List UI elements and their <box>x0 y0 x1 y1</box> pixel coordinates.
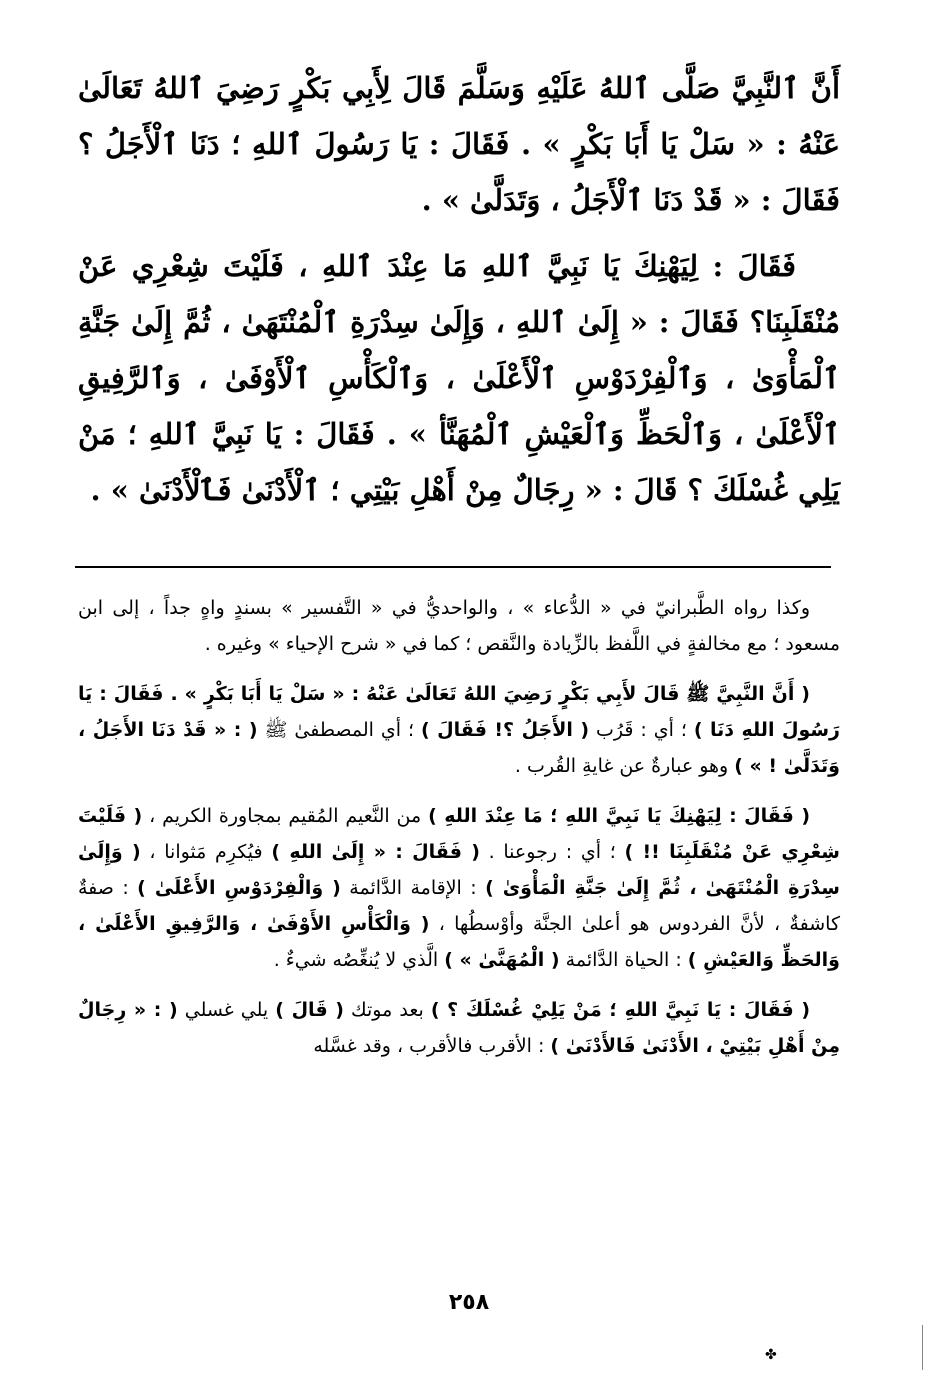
quoted-hadith-text: ( : « قَدْ دَنَا الأَجَلُ ، وَتَدَلَّىٰ ! » ) <box>78 719 840 777</box>
commentary-text: الَّذي لا يُنغِّصُه شيءٌ . <box>273 949 445 971</box>
commentary-text: : الحياة الدَّائمة <box>559 949 688 971</box>
commentary-text: فيُكرِم مَثوانا ، <box>140 841 272 863</box>
commentary-text: : صفةٌ كاشفةٌ ، لأنَّ الفردوس هو أعلىٰ الجنَّة وأوْسطُها ، <box>78 877 840 935</box>
quoted-hadith-text: ( الْمُهَنَّىٰ » ) <box>444 949 560 971</box>
commentary-paragraph-4 <box>78 992 840 1064</box>
quoted-hadith-text: ( : « رِجَالٌ مِنْ أَهْلِ بَيْتِيْ ، الأَدْنَىٰ فَالأَدْنَىٰ ) <box>78 999 840 1057</box>
commentary-paragraph-1: وكذا رواه الطَّبرانيّ في « الدُّعاء » ، والواحديُّ في « التَّفسير » بسندٍ واهٍ جداً ، إلى ابن مسعود ؛ مع مخالفةٍ في اللَّفظ بالزِّيادة والنَّقص ؛ كما في « شرح الإحياء » وغيره . <box>78 597 840 655</box>
commentary-text: : الإقامة الدَّائمة <box>340 877 486 899</box>
quoted-hadith-text: ( فَلَيْتَ شِعْرِي عَنْ مُنْقَلَبِنَا !! ) <box>78 805 840 863</box>
main-paragraph-1: أَنَّ ٱلنَّبِيَّ صَلَّى ٱللهُ عَلَيْهِ وَسَلَّمَ قَالَ لِأَبِي بَكْرٍ رَضِيَ ٱللهُ تَعَالَىٰ عَنْهُ : « سَلْ يَا أَبَا بَكْرٍ » . فَقَالَ : يَا رَسُولَ ٱللهِ ؛ دَنَا ٱلْأَجَلُ ؟ فَقَالَ : « قَدْ دَنَا ٱلْأَجَلُ ، وَتَدَلَّىٰ » . <box>78 71 840 217</box>
page-number: ٢٥٨ <box>448 1290 490 1315</box>
quoted-hadith-text: ( قَالَ ) <box>275 999 344 1021</box>
commentary-text: ؛ أي المصطفىٰ ﷺ <box>257 719 421 741</box>
commentary-paragraph-2 <box>78 676 840 784</box>
commentary-paragraph-3 <box>78 798 840 978</box>
quoted-hadith-text: ( وَالْفِرْدَوْسِ الأَعْلَىٰ ) <box>137 877 341 899</box>
quoted-hadith-text: ( فَقَالَ : « إِلَىٰ اللهِ ) <box>271 841 480 863</box>
footnote-separator <box>75 566 831 568</box>
quoted-hadith-text: ( أَنَّ النَّبِيَّ ﷺ قَالَ لأَبِي بَكْرٍ رَضِيَ اللهُ تَعَالَىٰ عَنْهُ : « سَلْ يَا أَبَا بَكْرٍ » . فَقَالَ : يَا رَسُولَ اللهِ دَنَا ) <box>78 683 840 741</box>
commentary-text: وهو عبارةٌ عن غايةِ القُرب . <box>514 755 735 777</box>
commentary-text: يلي غسلي <box>177 999 276 1021</box>
commentary-text: : الأقرب فالأقرب ، وقد غسَّله <box>313 1035 551 1057</box>
footer-mark: ✤ <box>765 1347 777 1363</box>
quoted-hadith-text: ( وَإِلَىٰ سِدْرَةِ الْمُنْتَهَىٰ ، ثُمَّ إِلَىٰ جَنَّةِ الْمَأْوَىٰ ) <box>78 841 840 899</box>
page-edge-line <box>922 1325 923 1370</box>
quoted-hadith-text: ( فَقَالَ : يَا نَبِيَّ اللهِ ؛ مَنْ يَلِيْ غُسْلَكَ ؟ ) <box>430 999 811 1021</box>
quoted-hadith-text: ( الأَجَلُ ؟! فَقَالَ ) <box>420 719 590 741</box>
quoted-hadith-text: ( وَالْكَأْسِ الأَوْفَىٰ ، وَالرَّفِيقِ الأَعْلَىٰ ، وَالحَظِّ وَالعَيْشِ ) <box>78 913 840 971</box>
commentary <box>78 590 840 1078</box>
commentary-text: ؛ أي : قَرُب <box>589 719 694 741</box>
main-text <box>78 60 840 518</box>
main-paragraph-2: فَقَالَ : لِيَهْنِكَ يَا نَبِيَّ ٱللهِ مَا عِنْدَ ٱللهِ ، فَلَيْتَ شِعْرِي عَنْ مُنْقَلَبِنَا؟ فَقَالَ : « إِلَىٰ ٱللهِ ، وَإِلَىٰ سِدْرَةِ ٱلْمُنْتَهَىٰ ، ثُمَّ إِلَىٰ جَنَّةِ ٱلْمَأْوَىٰ ، وَٱلْفِرْدَوْسِ ٱلْأَعْلَىٰ ، وَٱلْكَأْسِ ٱلْأَوْفَىٰ ، وَٱلرَّفِيقِ ٱلْأَعْلَىٰ ، وَٱلْحَظِّ وَٱلْعَيْشِ ٱلْمُهَنَّأ » . فَقَالَ : يَا نَبِيَّ ٱللهِ ؛ مَنْ يَلِي غُسْلَكَ ؟ قَالَ : « رِجَالٌ مِنْ أَهْلِ بَيْتِي ؛ ٱلْأَدْنَىٰ فَٱلْأَدْنَىٰ » . <box>78 249 840 507</box>
commentary-text: ؛ أي : رجوعنا . <box>479 841 625 863</box>
quoted-hadith-text: ( فَقَالَ : لِيَهْنِكَ يَا نَبِيَّ اللهِ ؛ مَا عِنْدَ اللهِ ) <box>428 805 810 827</box>
commentary-text: من النَّعيم المُقيم بمجاورة الكريم ، <box>142 805 429 827</box>
commentary-text: بعد موتك <box>343 999 431 1021</box>
